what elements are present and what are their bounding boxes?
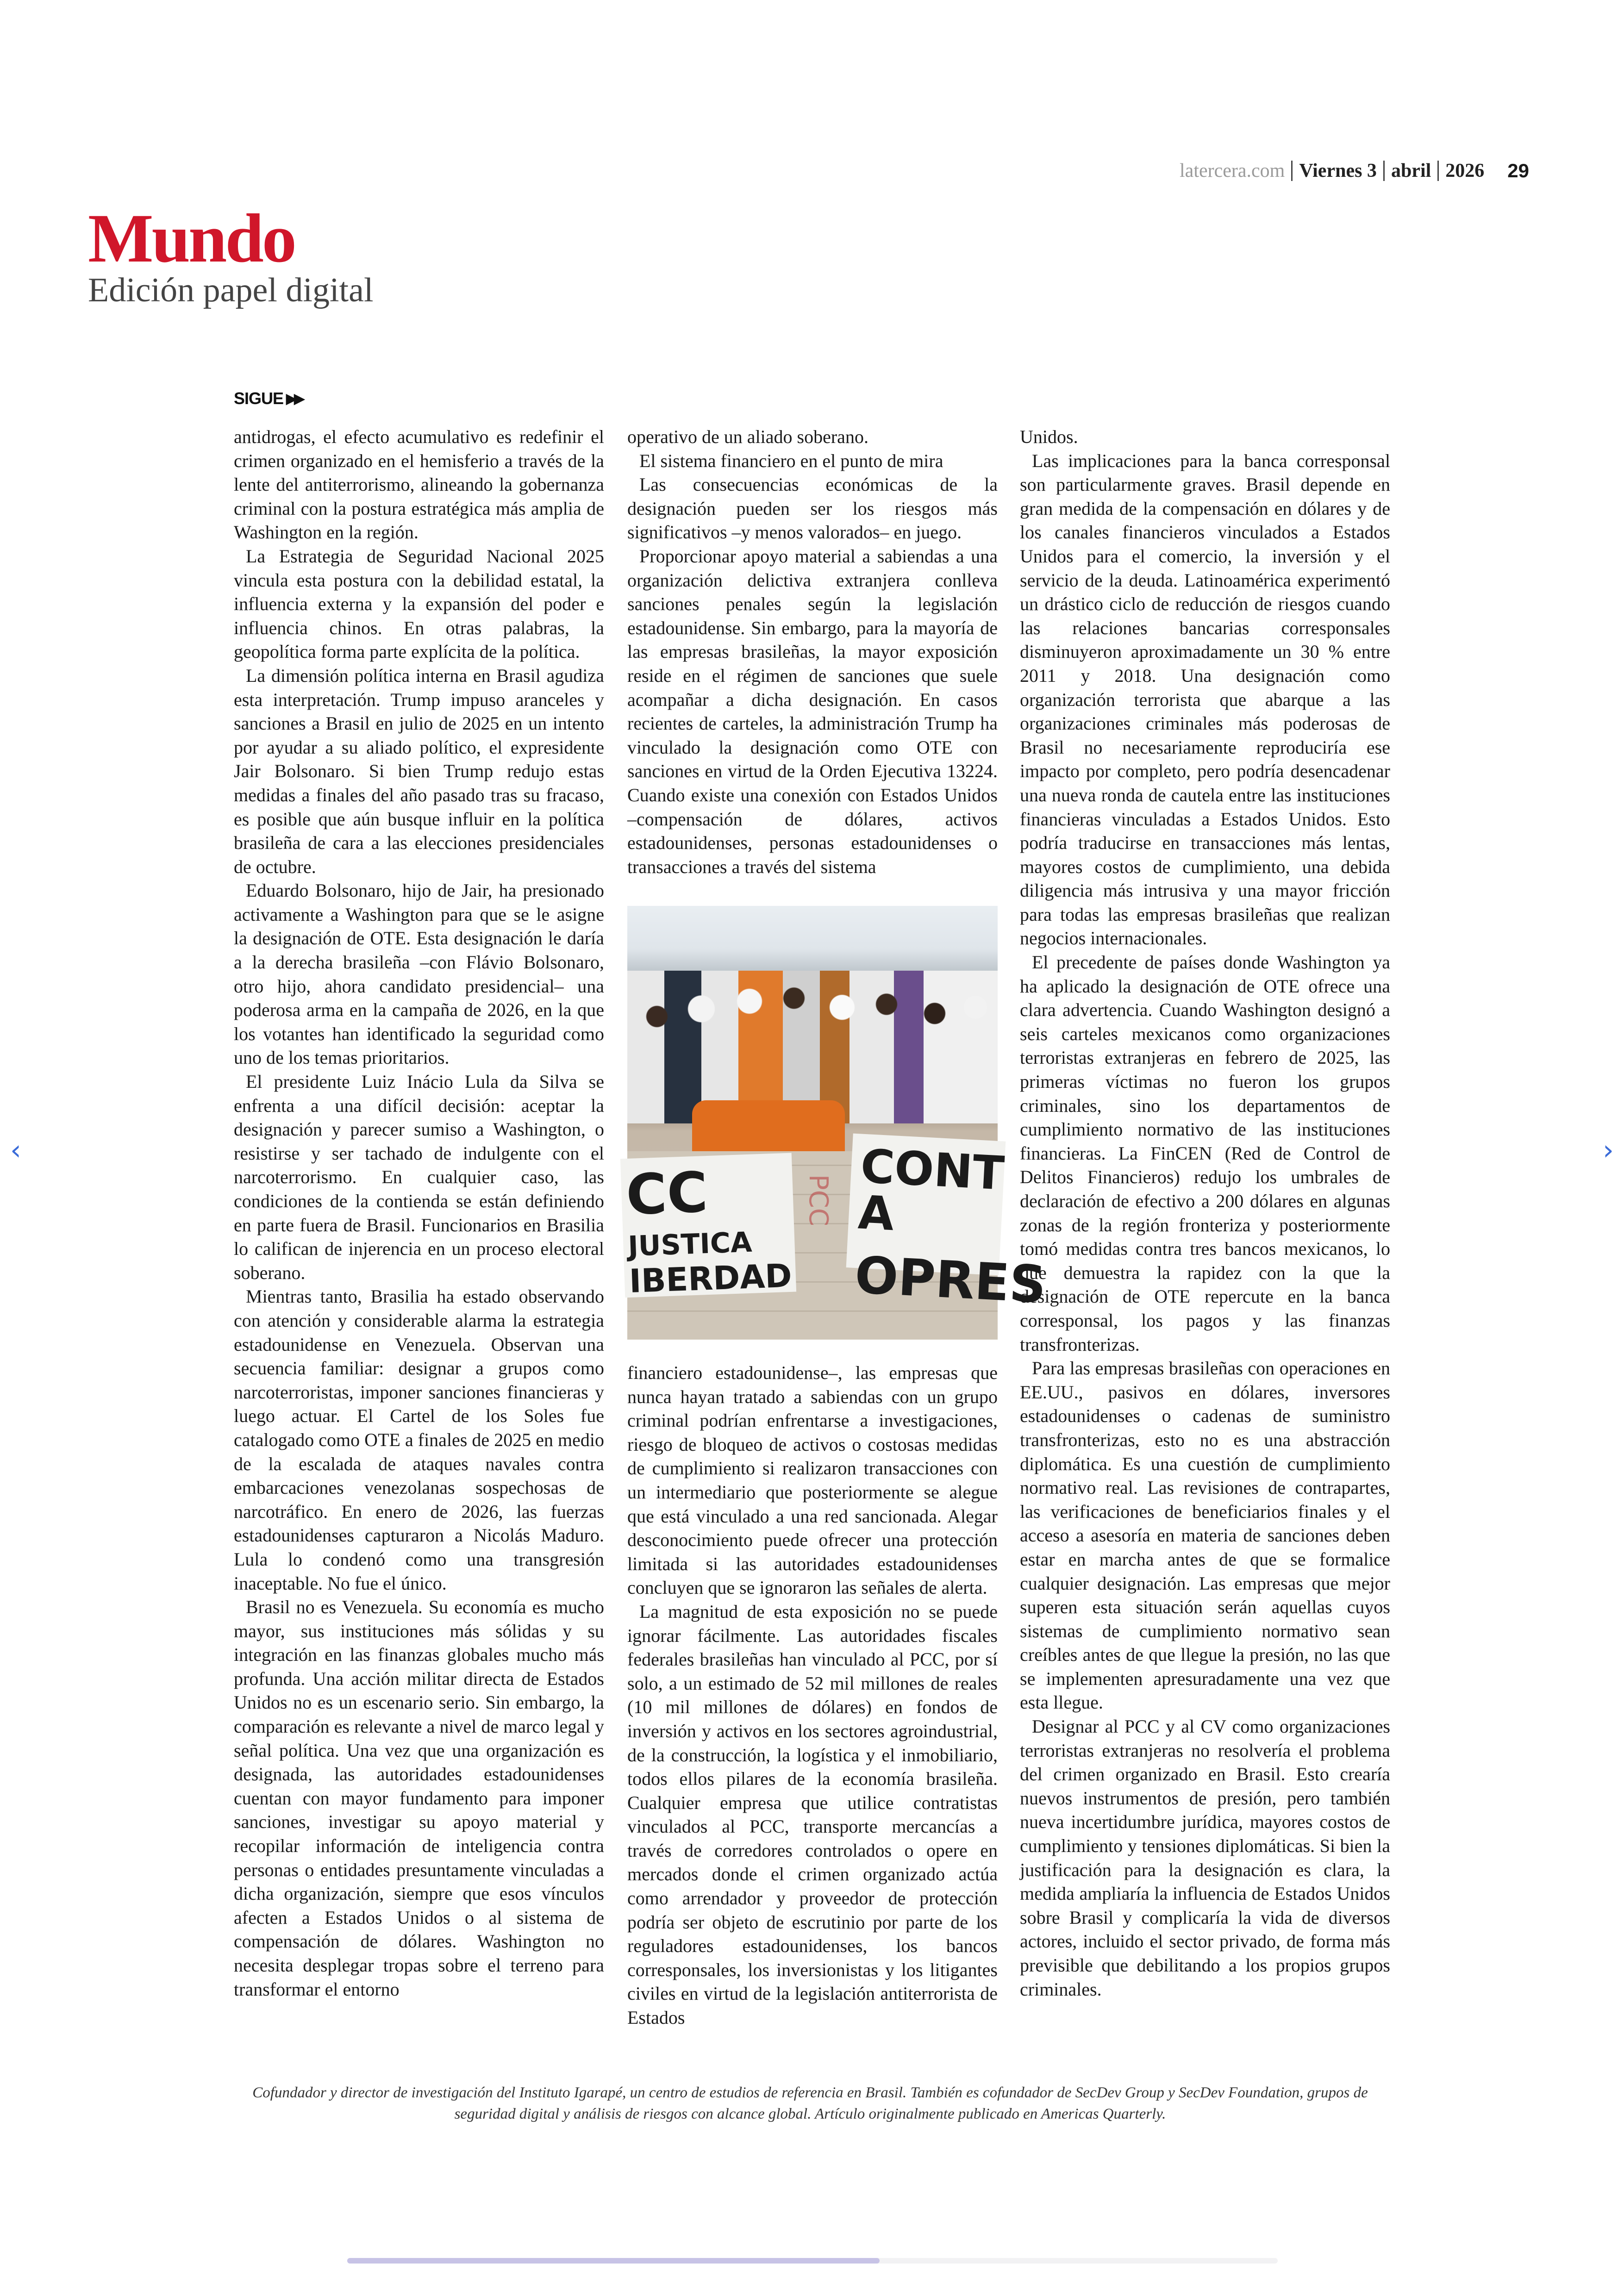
photo-banner-right [846, 1134, 1048, 1315]
article-paragraph: operativo de un aliado soberano. [627, 426, 868, 447]
article-paragraph: El presidente Luiz Inácio Lula da Silva se enfrenta a una difícil decisión: aceptar la designación y parecer sumiso a Washington, o resistirse y ser tachado de indulgente con el narcoterrorismo. En cualquier caso, las condiciones de la contienda se están definiendo en parte fuera de Brasil. Funcionarios en Brasilia lo califican de injerencia en un proceso electoral soberano. [234, 1071, 604, 1283]
section-subtitle: Edición papel digital [88, 271, 374, 309]
article-column-2-top [627, 425, 998, 879]
banner-text: JUSTICA [627, 1226, 753, 1263]
photo-figures [692, 1100, 845, 1156]
article-column-1 [234, 425, 604, 2001]
month: abril [1391, 160, 1431, 181]
article-paragraph: La dimensión política interna en Brasil agudiza esta interpretación. Trump impuso aranceles y sanciones a Brasil en julio de 2025 en un intento por ayudar a su aliado político, el expresidente Jair Bolsonaro. Si bien Trump redujo estas medidas a finales del año pasado tras su fracaso, es posible que aún busque influir en la política brasileña de cara a las elecciones presidenciales de octubre. [234, 665, 604, 877]
article-paragraph: Brasil no es Venezuela. Su economía es mucho mayor, sus instituciones más sólidas y su integración en las finanzas globales mucho más profunda. Una acción militar directa de Estados Unidos no es un escenario serio. Sin embargo, la comparación es relevante a nivel de marco legal y señal política. Una vez que una organización es designada, las autoridades estadounidenses cuentan con mayor fundamento para imponer sanciones, investigar su apoyo material y recopilar información de inteligencia contra personas o entidades presuntamente vinculadas a dicha organización, siempre que esos vínculos afecten a Estados Unidos o al sistema de compensación de dólares. Washington no necesita desplegar tropas sobre el terreno para transformar el entorno [234, 1597, 604, 2000]
article-paragraph: El precedente de países donde Washington ya ha aplicado la designación de OTE ofrece una clara advertencia. Cuando Washington designó a seis carteles mexicanos como organizaciones terroristas extranjeras en febrero de 2025, las primeras víctimas no fueron los grupos criminales, sino los departamentos de cumplimiento normativo de las instituciones financieras. La FinCEN (Red de Control de Delitos Financieros) redujo los umbrales de declaración de efectivo a 200 dólares en algunas zonas de la región fronteriza y posteriormente tomó medidas contra tres bancos mexicanos, lo que demuestra la rapidez con la que la designación de OTE repercute en la banca corresponsal, los pagos y las finanzas transfronterizas. [1020, 952, 1390, 1355]
author-bio: Cofundador y director de investigación del Instituto Igarapé, un centro de estudios de referencia en Brasil. También es cofundador de SecDev Group y SecDev Foundation, grupos de seguridad digital y análisis de riesgos con alcance global. Artículo originalmente publicado en Americas Quarterly. [252, 2084, 1368, 2122]
page-number: 29 [1507, 160, 1529, 181]
article-paragraph: financiero estadounidense–, las empresas que nunca hayan tratado a sabiendas con un grupo criminal podrían enfrentarse a investigaciones, riesgo de bloqueo de activos o costosas medidas de cumplimiento si realizaron transacciones con un intermediario que posteriormente se alegue que está vinculado a una red sancionada. Alegar desconocimiento puede ofrecer una protección limitada si las autoridades estadounidenses concluyen que se ignoraron las señales de alerta. [627, 1362, 998, 1598]
photo-graffiti: PCC [803, 1174, 833, 1226]
divider [1383, 161, 1385, 181]
section-title: Mundo [88, 200, 295, 277]
article-paragraph: Eduardo Bolsonaro, hijo de Jair, ha presionado activamente a Washington para que se le asigne la designación de OTE. Esta designación le daría a la derecha brasileña –con Flávio Bolsonaro, otro hijo, ahora candidato presidencial– una poderosa arma en la campaña de 2026, en la que los votantes han identificado la seguridad como uno de los temas prioritarios. [234, 880, 604, 1068]
horizontal-scrollbar-thumb[interactable] [347, 2258, 880, 2264]
continue-label: SIGUE [234, 389, 284, 408]
article-paragraph: Para las empresas brasileñas con operaciones en EE.UU., pasivos en dólares, inversores estadounidenses o cadenas de suministro transfronterizas, esto no es una abstracción diplomática. Es una cuestión de cumplimiento normativo real. Las revisiones de contrapartes, las verificaciones de beneficiarios finales y el acceso a asesoría en materia de sanciones deben estar en marcha antes de que se formalice cualquier designación. Las empresas que mejor superen esta situación serán aquellas cuyos sistemas de cumplimiento normativo sean creíbles antes de que llegue la presión, no las que se implementen apresuradamente una vez que esta llegue. [1020, 1358, 1390, 1713]
divider [1437, 161, 1439, 181]
article-column-3 [1020, 425, 1390, 2001]
article-paragraph: El sistema financiero en el punto de mira [639, 450, 943, 471]
article-paragraph: Mientras tanto, Brasilia ha estado observando con atención y considerable alarma la estrategia estadounidense en Venezuela. Observan una secuencia familiar: designar a grupos como narcoterroristas, imponer sanciones financieras y luego actuar. El Cartel de los Soles fue catalogado como OTE a finales de 2025 en medio de la escalada de ataques navales contra embarcaciones venezolanas sospechosas de narcotráfico. En enero de 2026, las fuerzas estadounidenses capturaron a Nicolás Maduro. Lula lo condenó como una transgresión inaceptable. No fue el único. [234, 1286, 604, 1594]
article-paragraph: Proporcionar apoyo material a sabiendas a una organización delictiva extranjera conlleva sanciones penales según la legislación estadounidense. Sin embargo, para la mayoría de las empresas brasileñas, la mayor exposición reside en el régimen de sanciones que suele acompañar a dicha designación. En casos recientes de carteles, la administración Trump ha vinculado la designación como OTE con sanciones en virtud de la Orden Ejecutiva 13224. Cuando existe una conexión con Estados Unidos –compensación de dólares, activos estadounidenses, personas estadounidenses o transacciones a través del sistema [627, 545, 998, 877]
article-paragraph: Las consecuencias económicas de la designación pueden ser los riesgos más significativos –y menos valorados– en juego. [627, 474, 998, 543]
previous-page-icon[interactable]: ‹ [10, 1134, 21, 1166]
article-column-2-bottom [627, 1361, 998, 2030]
banner-text: IBERDAD [628, 1256, 793, 1301]
banner-text: CC [625, 1160, 709, 1228]
article-paragraph: La Estrategia de Seguridad Nacional 2025 vincula esta postura con la debilidad estatal, la influencia externa y la expansión del poder e influencia chinos. En otras palabras, la geopolítica forma parte explícita de la política. [234, 545, 604, 662]
double-play-arrow-icon: ▶▶ [286, 391, 302, 406]
banner-text: OPRES [853, 1245, 1048, 1315]
site-name: latercera.com [1180, 160, 1285, 181]
article-paragraph: antidrogas, el efecto acumulativo es redefinir el crimen organizado en el hemisferio a través de la lente del antiterrorismo, alineando la gobernanza criminal con la postura estratégica más amplia de Washington en la región. [234, 426, 604, 543]
next-page-icon[interactable]: › [1603, 1134, 1614, 1166]
article-paragraph: Las implicaciones para la banca corresponsal son particularmente graves. Brasil depende en gran medida de la compensación en dólares y de los canales financieros vinculados a Estados Unidos para el comercio, la inversión y el servicio de la deuda. Latinoamérica experimentó un drástico ciclo de reducción de riesgos cuando las relaciones bancarias corresponsales disminuyeron aproximadamente un 30 % entre 2011 y 2018. Una designación como organización terrorista que abarque a las organizaciones criminales más poderosas de Brasil no necesariamente reproduciría ese impacto por completo, pero podría desencadenar una nueva ronda de cautela entre las instituciones financieras vinculadas a Estados Unidos. Esto podría traducirse en transacciones más lentas, mayores costos de cumplimiento, una debida diligencia más intrusiva y una mayor fricción para todas las empresas brasileñas que realizan negocios internacionales. [1020, 450, 1390, 949]
article-paragraph: Designar al PCC y al CV como organizaciones terroristas extranjeras no resolvería el problema del crimen organizado en Brasil. Esto crearía nuevos instrumentos de presión, pero también nueva incertidumbre jurídica, mayores costos de cumplimiento y tensiones diplomáticas. Si bien la justificación para la designación es clara, la medida ampliaría la influencia de Estados Unidos sobre Brasil y complicaría la vida de diversos actores, incluido el sector privado, de forma más previsible que debilitando a los propios grupos criminales. [1020, 1716, 1390, 2000]
article-photo [625, 906, 1048, 1340]
divider [1291, 161, 1293, 181]
weekday: Viernes 3 [1299, 160, 1377, 181]
continue-marker [234, 389, 302, 408]
banner-text: CONT A [856, 1139, 1006, 1241]
page-folio [1180, 160, 1529, 182]
photo-banner-left [620, 1153, 796, 1301]
article-paragraph: La magnitud de esta exposición no se puede ignorar fácilmente. Las autoridades fiscales federales brasileñas han vinculado al PCC, por sí solo, a un estimado de 52 mil millones de reales (10 mil millones de dólares) en fondos de inversión y activos en los sectores agroindustrial, de la construcción, la logística y el inmobiliario, todos ellos pilares de la economía brasileña. Cualquier empresa que utilice contratistas vinculados al PCC, transporte mercancías a través de corredores controlados o opere en mercados donde el crimen organizado actúa como arrendador y proveedor de protección podría ser objeto de escrutinio por parte de los reguladores estadounidenses, los bancos corresponsales, los inversionistas y los litigantes civiles en virtud de la legislación antiterrorista de Estados [627, 1601, 998, 2028]
year: 2026 [1445, 160, 1485, 181]
article-paragraph: Unidos. [1020, 426, 1078, 447]
